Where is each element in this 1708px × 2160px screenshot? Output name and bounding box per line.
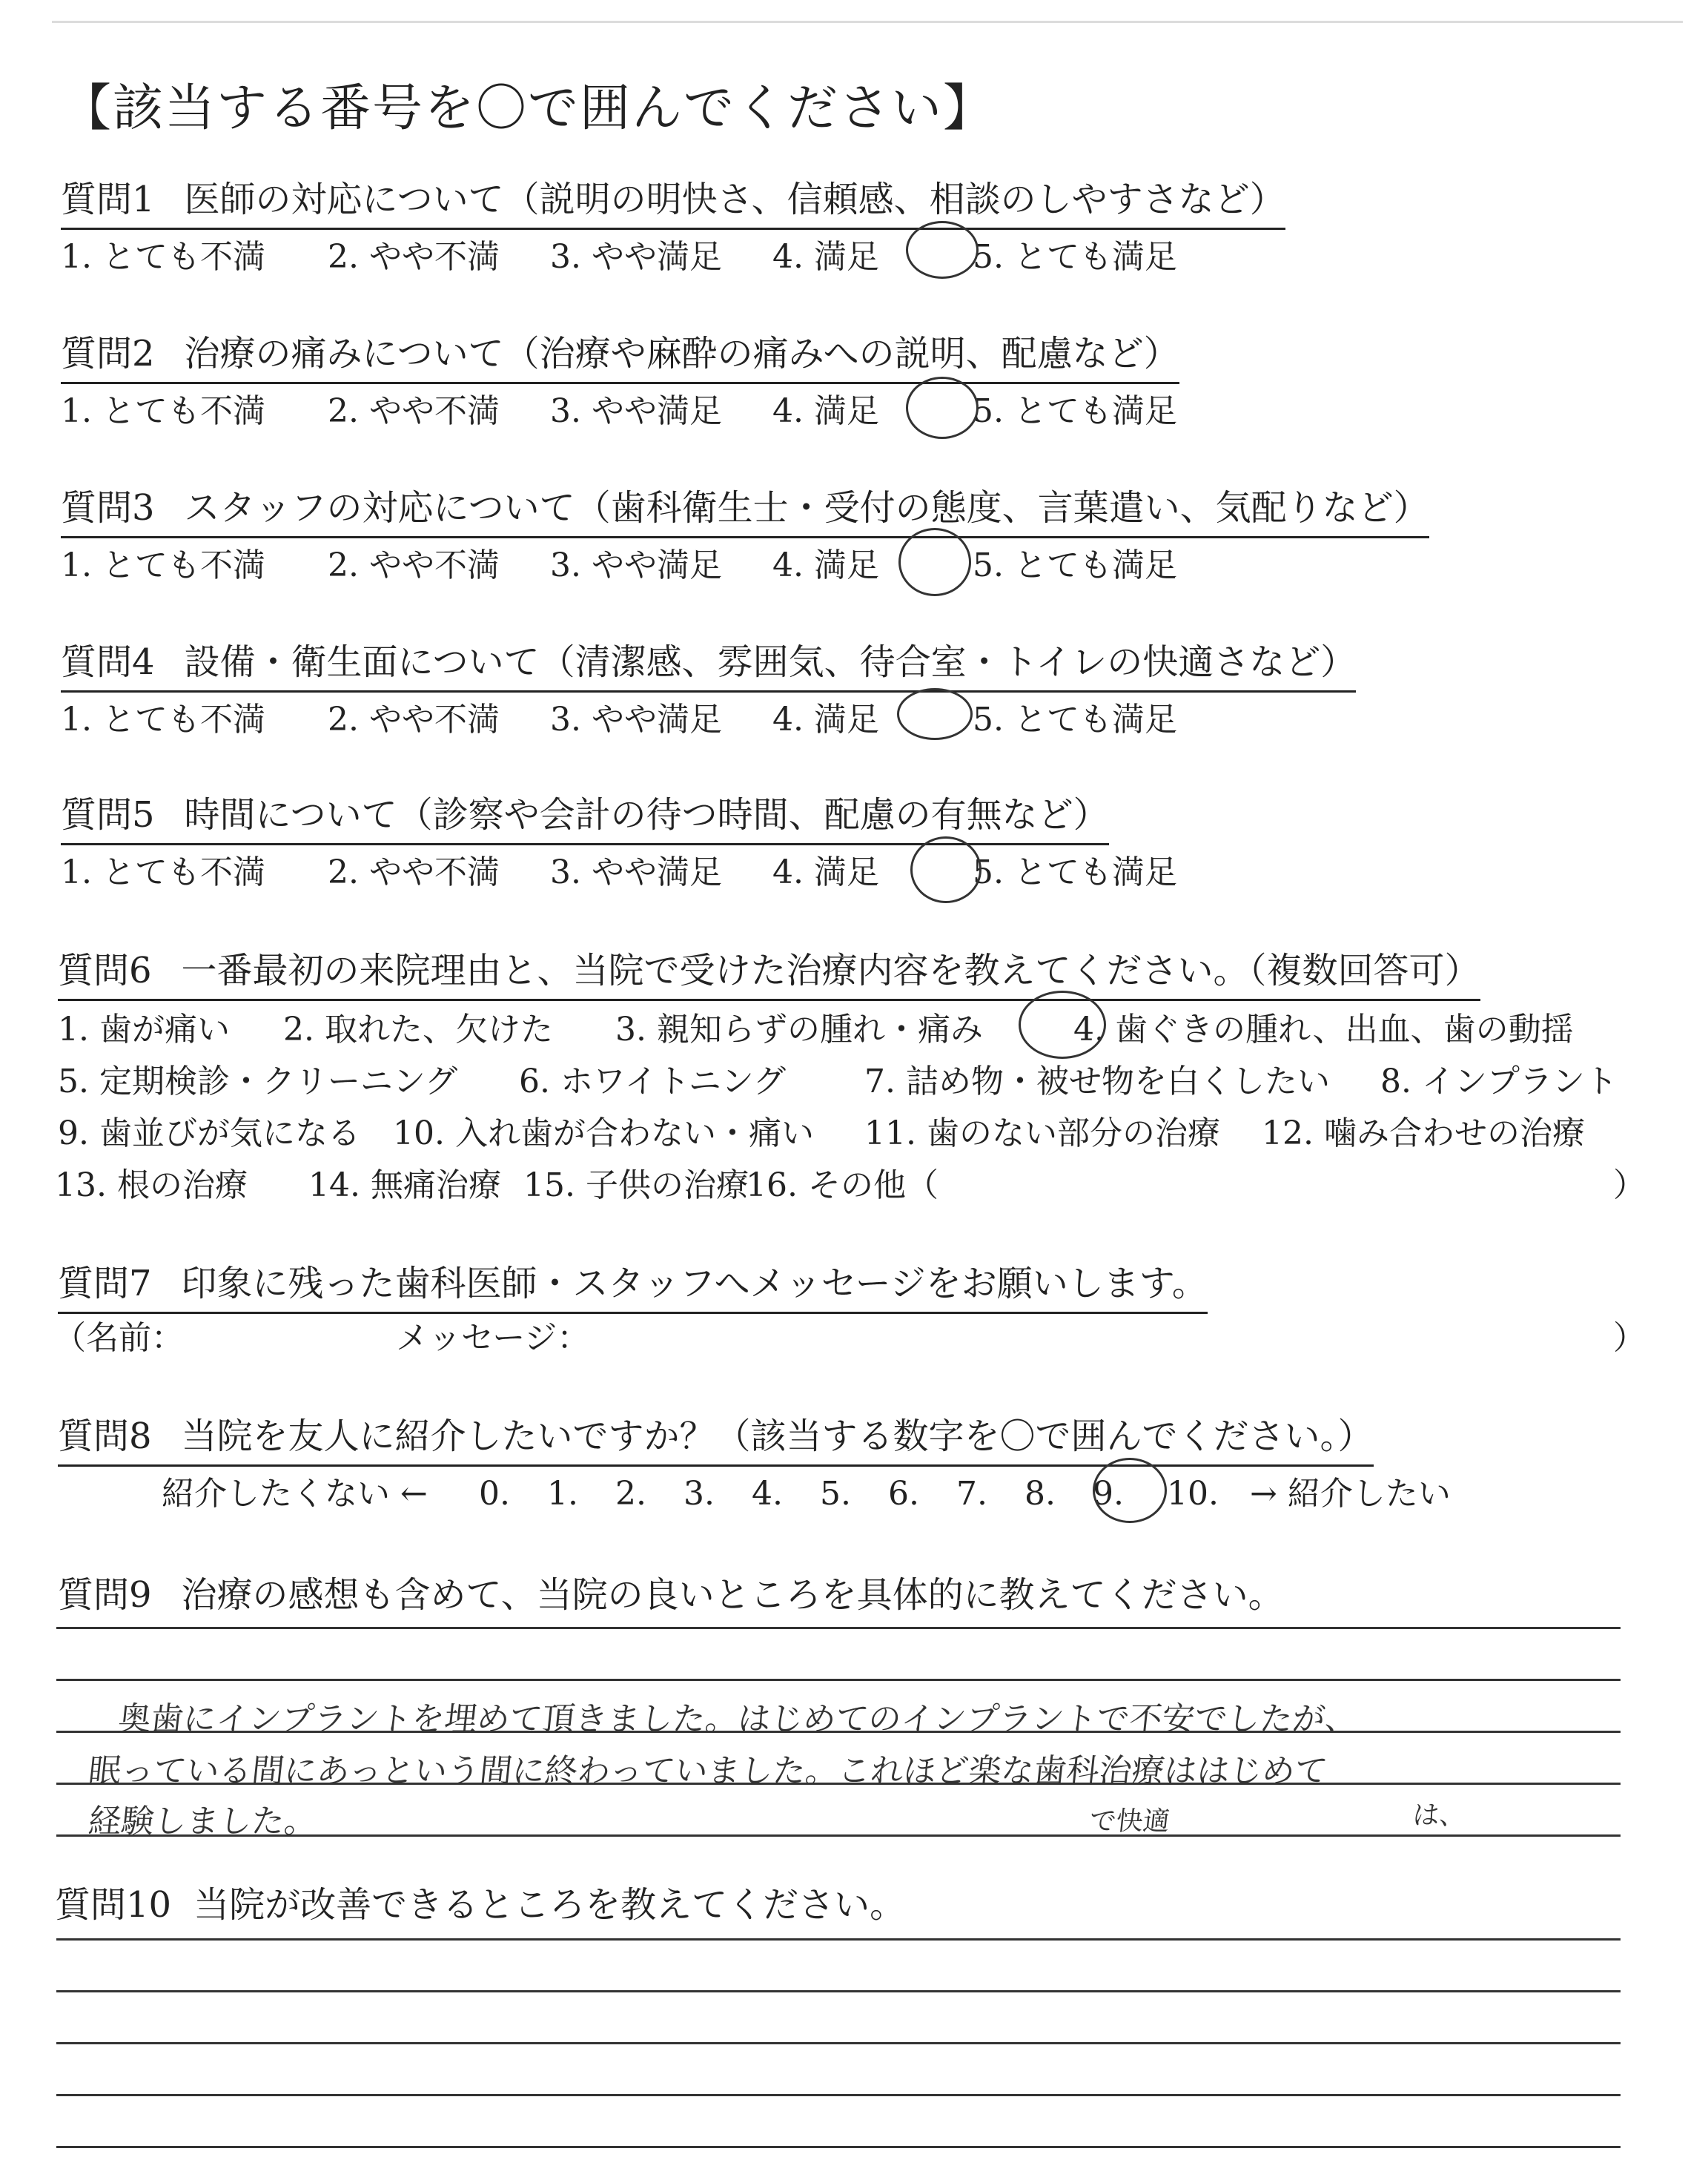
answer-line xyxy=(56,1679,1621,1681)
handwritten-answer-line-3: 経験しました。 xyxy=(86,1803,320,1840)
question-8 xyxy=(58,1407,1374,1467)
question-number: 質問9 xyxy=(58,1574,152,1616)
scale-option[interactable]: 10. xyxy=(1167,1475,1219,1513)
question-9 xyxy=(58,1566,1284,1623)
reason-option[interactable]: 2. 取れた、欠けた xyxy=(283,1011,553,1048)
option-3[interactable]: 3. やや満足 xyxy=(550,238,722,276)
question-number: 質問1 xyxy=(61,179,155,220)
answer-line xyxy=(56,1627,1621,1629)
question-text: スタッフの対応について（歯科衛生士・受付の態度、言葉遣い、気配りなど） xyxy=(184,487,1429,529)
option-1[interactable]: 1. とても不満 xyxy=(61,238,265,276)
option-5[interactable]: 5. とても満足 xyxy=(973,392,1177,430)
option-4[interactable]: 4. 満足 xyxy=(772,546,879,584)
q4-options xyxy=(61,693,1177,740)
option-1[interactable]: 1. とても不満 xyxy=(61,853,265,891)
answer-circle xyxy=(898,528,971,596)
scale-left-label: 紹介したくない ← xyxy=(162,1475,428,1513)
q6-row-2 xyxy=(58,1054,1618,1102)
message-label: メッセージ： xyxy=(396,1319,590,1357)
scale-option[interactable]: 6. xyxy=(888,1475,919,1513)
reason-option[interactable]: 1. 歯が痛い xyxy=(58,1011,230,1048)
question-text: 印象に残った歯科医師・スタッフへメッセージをお願いします。 xyxy=(181,1263,1208,1304)
reason-option[interactable]: 8. インプラント xyxy=(1380,1063,1618,1100)
question-text: 設備・衛生面について（清潔感、雰囲気、待合室・トイレの快適さなど） xyxy=(184,641,1357,683)
scale-option[interactable]: 9. xyxy=(1093,1475,1124,1513)
question-3 xyxy=(61,479,1429,538)
q6-row-1 xyxy=(58,1003,1574,1050)
question-number: 質問6 xyxy=(58,950,152,991)
scale-option[interactable]: 1. xyxy=(547,1475,578,1513)
option-4[interactable]: 4. 満足 xyxy=(772,853,879,891)
reason-option[interactable]: 3. 親知らずの腫れ・痛み xyxy=(615,1011,983,1048)
q6-row-4 xyxy=(55,1158,939,1206)
reason-option[interactable]: 15. 子供の治療 xyxy=(523,1166,749,1204)
handwritten-insert: で快適 xyxy=(1088,1806,1171,1837)
reason-option[interactable]: 10. 入れ歯が合わない・痛い xyxy=(393,1114,814,1152)
option-3[interactable]: 3. やや満足 xyxy=(550,701,722,739)
reason-option[interactable]: 13. 根の治療 xyxy=(55,1166,248,1204)
option-5[interactable]: 5. とても満足 xyxy=(973,853,1177,891)
answer-line xyxy=(56,2042,1621,2044)
option-2[interactable]: 2. やや不満 xyxy=(328,853,500,891)
option-2[interactable]: 2. やや不満 xyxy=(328,701,500,739)
reason-option[interactable]: 11. 歯のない部分の治療 xyxy=(864,1114,1220,1152)
option-5[interactable]: 5. とても満足 xyxy=(973,701,1177,739)
question-6 xyxy=(58,942,1480,1001)
answer-circle xyxy=(1019,991,1106,1059)
close-paren: ） xyxy=(1613,1319,1646,1357)
option-4[interactable]: 4. 満足 xyxy=(772,392,879,430)
question-number: 質問8 xyxy=(58,1416,152,1457)
scale-right-label: → 紹介したい xyxy=(1250,1475,1451,1513)
option-2[interactable]: 2. やや不満 xyxy=(328,238,500,276)
answer-line xyxy=(56,2146,1621,2148)
option-2[interactable]: 2. やや不満 xyxy=(328,546,500,584)
answer-line xyxy=(56,2094,1621,2096)
handwritten-insert: は、 xyxy=(1411,1800,1468,1831)
scale-option[interactable]: 3. xyxy=(683,1475,715,1513)
question-text: 時間について（診察や会計の待つ時間、配慮の有無など） xyxy=(184,794,1109,836)
option-1[interactable]: 1. とても不満 xyxy=(61,701,265,739)
page-title: 【該当する番号を〇で囲んでください】 xyxy=(61,79,996,138)
question-number: 質問10 xyxy=(55,1884,172,1926)
question-10 xyxy=(55,1876,905,1933)
option-4[interactable]: 4. 満足 xyxy=(772,238,879,276)
q3-options xyxy=(61,538,1177,586)
option-1[interactable]: 1. とても不満 xyxy=(61,392,265,430)
option-5[interactable]: 5. とても満足 xyxy=(973,238,1177,276)
answer-line xyxy=(56,1990,1621,1992)
scale-option[interactable]: 4. xyxy=(752,1475,783,1513)
answer-circle xyxy=(1093,1458,1167,1523)
answer-circle xyxy=(897,688,973,740)
question-number: 質問5 xyxy=(61,794,155,836)
question-number: 質問7 xyxy=(58,1263,152,1304)
question-text: 当院が改善できるところを教えてください。 xyxy=(193,1884,906,1926)
reason-option[interactable]: 9. 歯並びが気になる xyxy=(58,1114,360,1152)
question-number: 質問3 xyxy=(61,487,155,529)
question-text: 治療の痛みについて（治療や麻酔の痛みへの説明、配慮など） xyxy=(184,333,1179,374)
reason-option[interactable]: 5. 定期検診・クリーニング xyxy=(58,1063,458,1100)
q5-options xyxy=(61,845,1177,893)
option-2[interactable]: 2. やや不満 xyxy=(328,392,500,430)
top-border xyxy=(52,21,1683,23)
q1-options xyxy=(61,230,1177,277)
answer-circle xyxy=(906,221,979,279)
answer-circle xyxy=(910,836,982,903)
question-number: 質問4 xyxy=(61,641,155,683)
scale-option[interactable]: 2. xyxy=(615,1475,646,1513)
handwritten-answer-line-1: 奥歯にインプラントを埋めて頂きました。はじめてのインプラントで不安でしたが、 xyxy=(116,1700,1360,1738)
question-2 xyxy=(61,325,1179,384)
scale-option[interactable]: 0. xyxy=(479,1475,510,1513)
question-7 xyxy=(58,1255,1208,1314)
question-number: 質問2 xyxy=(61,333,155,374)
reason-option[interactable]: 6. ホワイトニング xyxy=(519,1063,787,1100)
scale-option[interactable]: 5. xyxy=(820,1475,851,1513)
option-1[interactable]: 1. とても不満 xyxy=(61,546,265,584)
scale-option[interactable]: 7. xyxy=(956,1475,987,1513)
reason-option[interactable]: 12. 噛み合わせの治療 xyxy=(1262,1114,1585,1152)
option-4[interactable]: 4. 満足 xyxy=(772,701,879,739)
answer-line xyxy=(56,1938,1621,1941)
question-text: 一番最初の来院理由と、当院で受けた治療内容を教えてください。（複数回答可） xyxy=(181,950,1480,991)
reason-option[interactable]: 16. その他（ xyxy=(746,1166,939,1204)
question-4 xyxy=(61,633,1356,693)
option-3[interactable]: 3. やや満足 xyxy=(550,546,722,584)
q8-scale xyxy=(162,1467,1451,1514)
reason-option[interactable]: 7. 詰め物・被せ物を白くしたい xyxy=(864,1063,1330,1100)
reason-option[interactable]: 14. 無痛治療 xyxy=(308,1166,501,1204)
name-label: （名前： xyxy=(53,1319,184,1357)
question-text: 医師の対応について（説明の明快さ、信頼感、相談のしやすさなど） xyxy=(184,179,1285,220)
question-text: 当院を友人に紹介したいですか？（該当する数字を〇で囲んでください。） xyxy=(181,1416,1374,1457)
handwritten-answer-line-2: 眠っている間にあっという間に終わっていました。これほど楽な歯科治療ははじめて xyxy=(86,1752,1330,1790)
scale-option[interactable]: 8. xyxy=(1025,1475,1056,1513)
option-5[interactable]: 5. とても満足 xyxy=(973,546,1177,584)
q6-row-3 xyxy=(58,1106,1585,1154)
question-text: 治療の感想も含めて、当院の良いところを具体的に教えてください。 xyxy=(181,1574,1284,1616)
close-paren: ） xyxy=(1613,1166,1646,1204)
option-3[interactable]: 3. やや満足 xyxy=(550,853,722,891)
question-1 xyxy=(61,171,1285,230)
q2-options xyxy=(61,384,1177,432)
option-3[interactable]: 3. やや満足 xyxy=(550,392,722,430)
answer-circle xyxy=(906,377,979,439)
reason-option[interactable]: 4. 歯ぐきの腫れ、出血、歯の動揺 xyxy=(1073,1011,1574,1048)
